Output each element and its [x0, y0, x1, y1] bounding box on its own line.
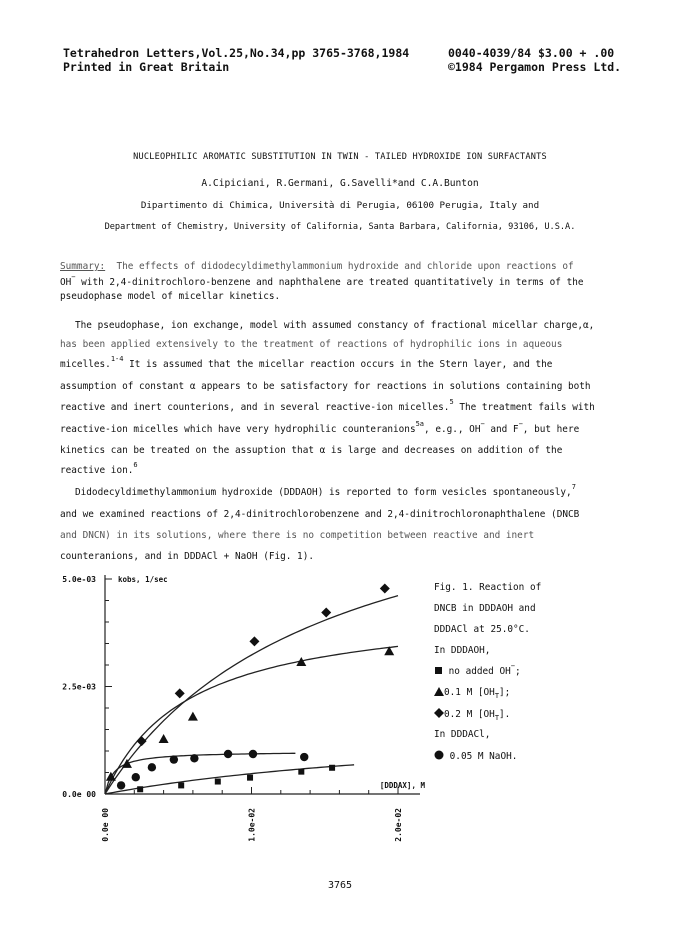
data-point-diamond: [321, 608, 331, 618]
page-number: 3765: [327, 880, 353, 891]
caption-line-7: 0.2 M $[OH_T]$.: [434, 708, 510, 722]
para1-line-5: reactive and inert counterions, and in several reactive-ion micelles.$^5$ The treatment fails with: [60, 398, 595, 413]
legend-square-icon: [434, 666, 443, 675]
data-point-circle: [190, 754, 198, 762]
data-point-diamond: [175, 688, 185, 698]
para2-line-2: and we examined reactions of 2,4-dinitrochlorobenzene and 2,4-dinitrochloronaphthalene (DNCB: [60, 509, 580, 520]
summary-line-1: Summary: The effects of didodecyldimethylammonium hydroxide and chloride upon reactions of: [60, 261, 574, 272]
fit-curve-circle: [105, 753, 295, 794]
data-point-square: [247, 775, 253, 781]
caption-line-1: Fig. 1. Reaction of: [434, 582, 542, 593]
data-point-square: [137, 786, 143, 792]
data-point-triangle: [188, 712, 198, 721]
data-point-square: [178, 782, 184, 788]
caption-line-6: 0.1 M $[OH_T]$;: [434, 687, 510, 700]
summary-line-2: OH− with 2,4-dinitrochloro-benzene and naphthalene are treated quantitatively in terms of the: [60, 273, 584, 288]
paper-title: NUCLEOPHILIC AROMATIC SUBSTITUTION IN TWIN - TAILED HYDROXIDE ION SURFACTANTS: [133, 152, 547, 162]
para2-line-4: counteranions, and in DDDACl + NaOH (Fig. 1).: [60, 551, 314, 562]
affiliation-perugia: Dipartimento di Chimica, Università di Perugia, 06100 Perugia, Italy and: [140, 200, 540, 211]
para2-line-3: and DNCN) in its solutions, where there is no competition between reactive and inert: [60, 530, 535, 541]
para1-line-4: assumption of constant α appears to be satisfactory for reactions in solutions containing both: [60, 381, 591, 392]
price-code: 0040-4039/84 $3.00 + .00: [448, 46, 615, 60]
data-point-circle: [249, 750, 257, 758]
x-tick-label: 0.0e 00: [101, 808, 110, 842]
authors: A.Cipiciani, R.Germani, G.Savelli*and C.A.Bunton: [201, 178, 479, 189]
para1-line-3: micelles.$^{1-4}$ It is assumed that the micellar reaction occurs in the Stern layer, and the: [60, 355, 553, 370]
caption-line-9: 0.05 M NaOH.: [434, 750, 517, 762]
data-point-square: [298, 769, 304, 775]
y-tick-label: 2.5e-03: [62, 682, 96, 692]
caption-line-2: DNCB in DDDAOH and: [434, 603, 536, 614]
para1-line-2: has been applied extensively to the treatment of reactions of hydrophilic ions in aqueous: [60, 339, 563, 350]
caption-line-5: no added OH−;: [434, 666, 521, 677]
summary-label: Summary:: [60, 261, 106, 272]
journal-citation: Tetrahedron Letters,Vol.25,No.34,pp 3765-3768,1984: [63, 46, 410, 60]
data-point-circle: [224, 750, 232, 758]
data-point-circle: [170, 755, 178, 763]
caption-line-4: In DDDAOH,: [434, 645, 491, 656]
copyright: ©1984 Pergamon Press Ltd.: [448, 60, 622, 74]
y-tick-label: 0.0e 00: [62, 790, 96, 799]
data-point-circle: [300, 753, 308, 761]
data-point-triangle: [159, 734, 169, 743]
legend-triangle-icon: [434, 687, 444, 696]
legend-diamond-icon: [434, 708, 444, 718]
y-axis-label: kobs, 1/sec: [118, 575, 168, 584]
data-point-diamond: [249, 636, 259, 646]
data-point-square: [215, 779, 221, 785]
fit-curve-triangle: [105, 646, 398, 794]
data-point-circle: [117, 781, 125, 789]
data-point-circle: [148, 763, 156, 771]
data-point-diamond: [137, 736, 147, 746]
x-tick-label: 1.0e-02: [247, 808, 257, 842]
data-point-diamond: [380, 583, 390, 593]
para1-line-8: reactive ion.$^6$: [60, 461, 138, 476]
caption-line-8: In DDDACl,: [434, 729, 491, 740]
para1-line-7: kinetics can be treated on the assuption that α is large and decreases on addition of the: [60, 445, 563, 456]
para2-line-1: Didodecyldimethylammonium hydroxide (DDDAOH) is reported to form vesicles spontaneously,$^7$: [75, 483, 576, 498]
para1-line-6: reactive-ion micelles which have very hydrophilic counteranions$^{5a}$, e.g., OH− and F−, but here: [60, 420, 580, 435]
legend-circle-icon: [434, 750, 444, 760]
x-axis-label: [DDDAX], M: [379, 781, 425, 790]
y-tick-label: 5.0e-03: [62, 575, 96, 584]
affiliation-california: Department of Chemistry, University of California, Santa Barbara, California, 93106, U.S.A.: [104, 222, 576, 232]
caption-line-3: DDDACl at 25.0°C.: [434, 624, 530, 635]
data-point-square: [329, 765, 335, 771]
x-tick-label: 2.0e-02: [394, 808, 403, 842]
data-point-circle: [132, 773, 140, 781]
summary-line-3: pseudophase model of micellar kinetics.: [60, 291, 281, 302]
printed-in: Printed in Great Britain: [63, 60, 230, 74]
para1-line-1: The pseudophase, ion exchange, model with assumed constancy of fractional micellar charge,α,: [75, 320, 595, 331]
kinetics-chart: [50, 565, 440, 860]
